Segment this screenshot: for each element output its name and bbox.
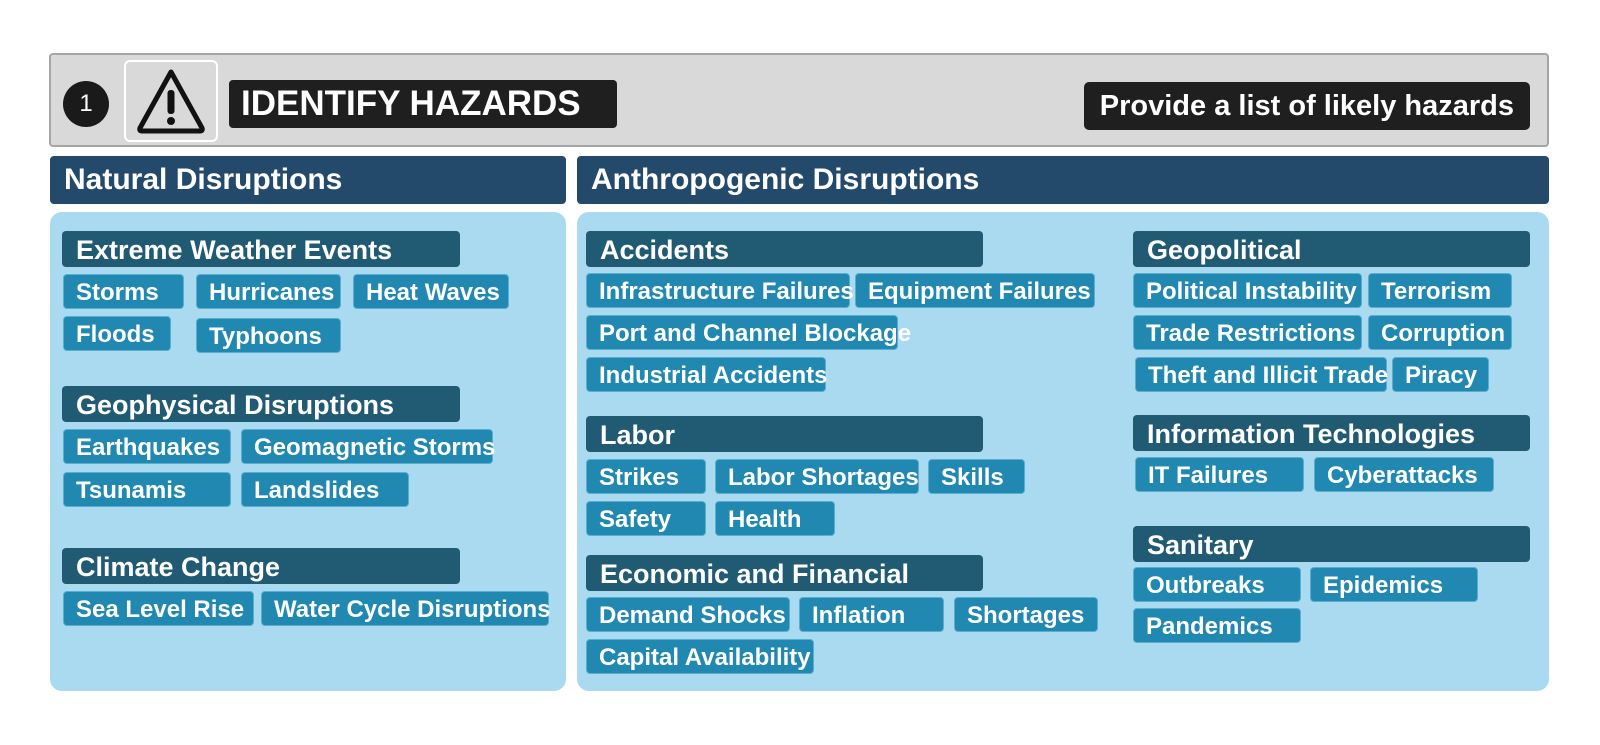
hazard-chip: Corruption (1368, 315, 1512, 350)
hazard-chip: Storms (63, 274, 184, 309)
hazard-chip: IT Failures (1135, 457, 1304, 492)
hazard-chip: Outbreaks (1133, 567, 1301, 602)
hazard-chip: Landslides (241, 472, 409, 507)
category-geopolitical: Geopolitical (1133, 231, 1530, 267)
category-sanitary: Sanitary (1133, 526, 1530, 562)
hazard-chip: Floods (63, 316, 171, 351)
hazard-chip: Trade Restrictions (1133, 315, 1362, 350)
hazard-chip: Cyberattacks (1314, 457, 1494, 492)
category-labor: Labor (586, 416, 983, 452)
hazard-chip: Sea Level Rise (63, 591, 254, 626)
hazard-chip: Industrial Accidents (586, 357, 826, 392)
hazard-chip: Strikes (586, 459, 706, 494)
hazard-chip: Pandemics (1133, 608, 1301, 643)
hazard-chip: Piracy (1392, 357, 1489, 392)
category-accidents: Accidents (586, 231, 983, 267)
category-economic-financial: Economic and Financial (586, 555, 983, 591)
hazard-chip: Earthquakes (63, 429, 231, 464)
hazard-chip: Demand Shocks (586, 597, 790, 632)
category-geophysical: Geophysical Disruptions (62, 386, 460, 422)
hazard-chip: Health (715, 501, 835, 536)
hazard-chip: Capital Availability (586, 639, 814, 674)
hazard-chip: Geomagnetic Storms (241, 429, 493, 464)
hazard-chip: Skills (928, 459, 1025, 494)
hazard-chip: Equipment Failures (855, 273, 1095, 308)
hazard-chip: Labor Shortages (715, 459, 919, 494)
warning-triangle-icon (136, 68, 206, 134)
header-bar (49, 53, 1549, 147)
anthropogenic-disruptions-title: Anthropogenic Disruptions (577, 156, 1549, 204)
hazard-chip: Tsunamis (63, 472, 231, 507)
hazard-chip: Inflation (799, 597, 944, 632)
hazard-chip: Port and Channel Blockage (586, 315, 898, 350)
hazard-chip: Terrorism (1368, 273, 1512, 308)
category-information-technologies: Information Technologies (1133, 415, 1530, 451)
hazard-chip: Water Cycle Disruptions (261, 591, 549, 626)
hazard-chip: Shortages (954, 597, 1098, 632)
hint-label: Provide a list of likely hazards (1084, 82, 1530, 130)
category-climate-change: Climate Change (62, 548, 460, 584)
hazard-chip: Theft and Illicit Trade (1135, 357, 1387, 392)
hazard-chip: Hurricanes (196, 274, 341, 309)
step-number-badge: 1 (63, 81, 109, 127)
page-title: IDENTIFY HAZARDS (229, 80, 617, 128)
hazard-chip: Heat Waves (353, 274, 509, 309)
hazard-chip: Epidemics (1310, 567, 1478, 602)
warning-icon-box (124, 60, 218, 142)
category-extreme-weather: Extreme Weather Events (62, 231, 460, 267)
hazard-chip: Political Instability (1133, 273, 1362, 308)
hazard-chip: Typhoons (196, 318, 341, 353)
natural-disruptions-title: Natural Disruptions (50, 156, 566, 204)
hazard-chip: Infrastructure Failures (586, 273, 850, 308)
hazard-chip: Safety (586, 501, 706, 536)
